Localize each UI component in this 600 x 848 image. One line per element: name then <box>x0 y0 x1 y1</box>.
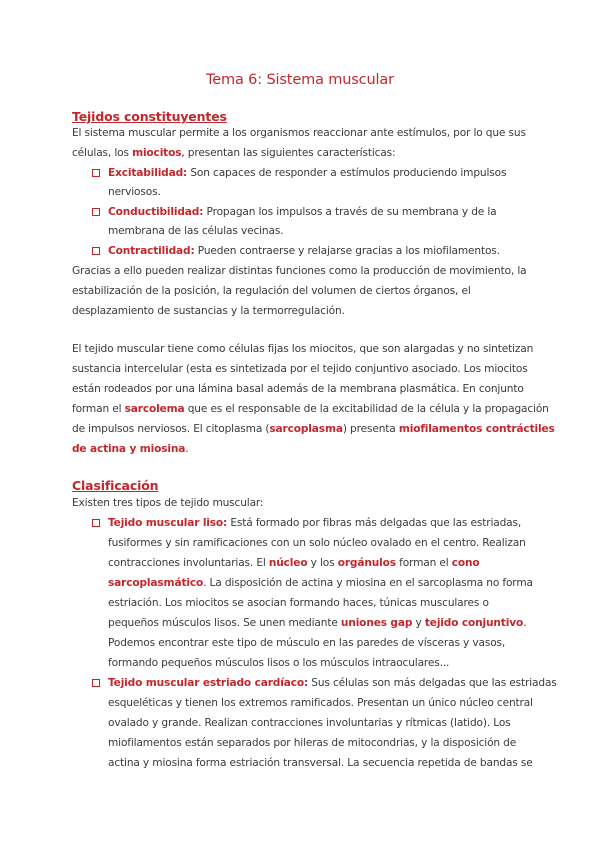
cardiaco-line-1: Tejido muscular estriado cardíaco: Sus células son más delgadas que las estriadas <box>108 677 557 689</box>
bullet-conductibilidad-cont: membrana de las células vecinas. <box>108 225 284 237</box>
checkbox-bullet-icon <box>92 169 100 177</box>
p2-line-1: El tejido muscular tiene como células fijas los miocitos, que son alargadas y no sintetizan <box>72 343 534 355</box>
page-title: Tema 6: Sistema muscular <box>206 72 394 88</box>
cardiaco-line-5: actina y miosina forma estriación transversal. La secuencia repetida de bandas se <box>108 757 533 769</box>
liso-line-7: Podemos encontrar este tipo de músculo en las paredes de vísceras y vasos, <box>108 637 506 649</box>
liso-line-2: fusiformes y sin ramificaciones con un solo núcleo ovalado en el centro. Realizan <box>108 537 526 549</box>
bullet-excitabilidad: Excitabilidad: Son capaces de responder a estímulos produciendo impulsos <box>108 167 507 179</box>
bullet-conductibilidad: Conductibilidad: Propagan los impulsos a través de su membrana y de la <box>108 206 497 218</box>
bullet-contractilidad: Contractilidad: Pueden contraerse y relajarse gracias a los miofilamentos. <box>108 245 500 257</box>
clasificacion-intro: Existen tres tipos de tejido muscular: <box>72 497 264 509</box>
intro-line-2: células, los miocitos, presentan las siguientes características: <box>72 147 396 159</box>
after-line-1: Gracias a ello pueden realizar distintas funciones como la producción de movimiento, la <box>72 265 527 277</box>
p2-line-3: están rodeados por una lámina basal además de la membrana plasmática. En conjunto <box>72 383 524 395</box>
after-line-2: estabilización de la posición, la regulación del volumen de ciertos órganos, el <box>72 285 471 297</box>
p2-line-6: de actina y miosina. <box>72 443 189 455</box>
p2-line-5: de impulsos nerviosos. El citoplasma (sarcoplasma) presenta miofilamentos contráctiles <box>72 423 555 435</box>
after-line-3: desplazamiento de sustancias y la termorregulación. <box>72 305 345 317</box>
cardiaco-line-2: esqueléticas y tienen los extremos ramificados. Presentan un único núcleo central <box>108 697 533 709</box>
checkbox-bullet-icon <box>92 679 100 687</box>
liso-line-1: Tejido muscular liso: Está formado por fibras más delgadas que las estriadas, <box>108 517 522 529</box>
p2-line-2: sustancia intercelular (esta es sintetizada por el tejido conjuntivo asociado. Los miocitos <box>72 363 528 375</box>
cardiaco-line-3: ovalado y grande. Realizan contracciones involuntarias y rítmicas (latido). Los <box>108 717 511 729</box>
liso-line-8: formando pequeños músculos lisos o los músculos intraoculares... <box>108 657 450 669</box>
liso-line-4: sarcoplasmático. La disposición de actina y miosina en el sarcoplasma no forma <box>108 577 533 589</box>
p2-line-4: forman el sarcolema que es el responsable de la excitabilidad de la célula y la propagación <box>72 403 549 415</box>
keyword-miocitos: miocitos <box>132 147 182 159</box>
liso-line-5: estriación. Los miocitos se asocian formando haces, túnicas musculares o <box>108 597 489 609</box>
checkbox-bullet-icon <box>92 519 100 527</box>
section-heading-clasificacion: Clasificación <box>72 478 159 493</box>
section-heading-tejidos: Tejidos constituyentes <box>72 109 227 124</box>
liso-line-6: pequeños músculos lisos. Se unen mediante uniones gap y tejido conjuntivo. <box>108 617 527 629</box>
checkbox-bullet-icon <box>92 208 100 216</box>
checkbox-bullet-icon <box>92 247 100 255</box>
bullet-excitabilidad-cont: nerviosos. <box>108 186 161 198</box>
liso-line-3: contracciones involuntarias. El núcleo y los orgánulos forman el cono <box>108 557 480 569</box>
keyword-miofilamentos: miofilamentos contráctiles <box>398 423 555 435</box>
keyword-sarcolema: sarcolema <box>124 403 185 415</box>
intro-line-1: El sistema muscular permite a los organismos reaccionar ante estímulos, por lo que sus <box>72 127 526 139</box>
cardiaco-line-4: miofilamentos están separados por hileras de mitocondrias, y la disposición de <box>108 737 517 749</box>
keyword-sarcoplasma: sarcoplasma <box>269 423 343 435</box>
